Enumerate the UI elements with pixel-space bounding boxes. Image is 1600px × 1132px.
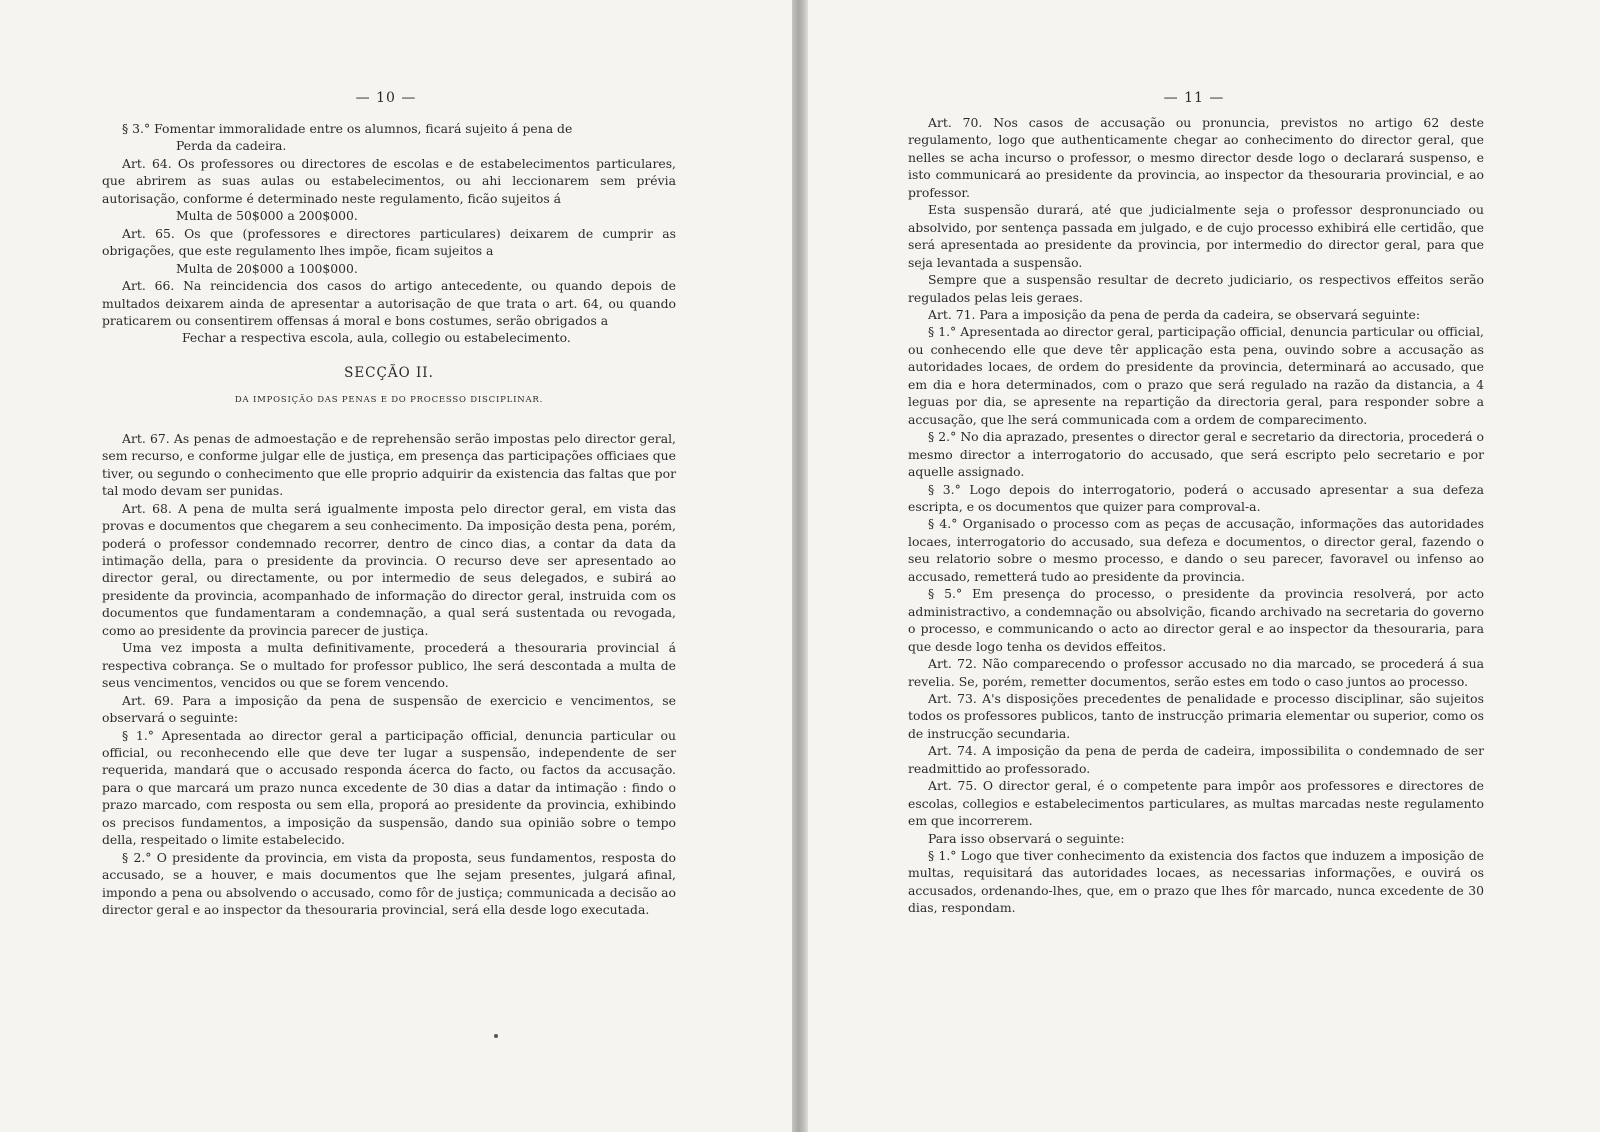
book-gutter [792, 0, 808, 1132]
paragraph: Art. 69. Para a imposição da pena de suspensão de exercicio e vencimentos, se observará o seguinte: [102, 692, 676, 726]
paragraph: § 3.° Logo depois do interrogatorio, poderá o accusado apresentar a sua defeza escripta, e os documentos que quizer para comproval-a. [908, 481, 1484, 514]
paragraph: § 2.° No dia aprazado, presentes o director geral e secretario da directoria, procederá o mesmo director a interrogatorio do accusado, que será escripto pelo secretario e por aquelle assignado. [908, 429, 1484, 480]
paragraph: Art. 75. O director geral, é o competente para impôr aos professores e directores de escolas, collegios e estabelecimentos particulares, as multas marcadas neste regulamento em que incorrerem. [908, 778, 1484, 829]
page-body [908, 114, 1484, 917]
penalty-line: Perda da cadeira. [176, 138, 287, 154]
page-body [102, 120, 676, 918]
paragraph: Art. 64. Os professores ou directores de escolas e de estabelecimentos particulares, que abrirem as suas aulas ou estabelecimentos, ou ahi leccionarem sem prévia autorisação, conforme é determinado neste regulamento, ficão sujeitos á [102, 155, 676, 206]
paragraph: § 1.° Apresentada ao director geral a participação official, denuncia particular ou official, ou reconhecendo elle que deve ter lugar a suspensão, independente de ser requerida, mandará que o accusado responda ácerca do facto, ou factos da accusação. para o que marcará um prazo nunca excedente de 30 dias a datar da intimação : findo o prazo marcado, com resposta ou sem ella, proporá ao presidente da provincia, exhibindo os precisos fundamentos, a imposição da suspensão, dando sua opinião sobre o tempo della, respeitado o limite estabelecido. [102, 727, 676, 848]
paragraph: Esta suspensão durará, até que judicialmente seja o professor despronunciado ou absolvido, por sentença passada em julgado, e de cujo processo exhibirá elle certidão, que será apresentada ao presidente da provincia, por intermedio do director geral, para que seja levantada a suspensão. [908, 202, 1484, 270]
right-page [808, 0, 1600, 1132]
paragraph: § 3.° Fomentar immoralidade entre os alumnos, ficará sujeito á pena de [122, 121, 573, 136]
page-number: — 10 — [355, 90, 417, 106]
paragraph: § 4.° Organisado o processo com as peças de accusação, informações das autoridades locaes, interrogatorio do accusado, sua defeza e documentos, o director geral, fazendo o seu relatorio sobre o mesmo processo, e dando o seu parecer, favoravel ou infenso ao accusado, remetterá tudo ao presidente da provincia. [908, 516, 1484, 584]
paragraph: Art. 74. A imposição da pena de perda de cadeira, impossibilita o condemnado de ser readmittido ao professorado. [908, 743, 1484, 776]
section-subtitle: DA IMPOSIÇÃO DAS PENAS E DO PROCESSO DISCIPLINAR. [234, 395, 544, 406]
paragraph: § 1.° Apresentada ao director geral, participação official, denuncia particular ou official, ou conhecendo elle que deve têr applicação esta pena, ouvindo sobre a accusação as autoridades locaes, de ordem do presidente da provincia, determinará ao accusado, que em dia e hora determinados, com o prazo que será regulado na razão da distancia, a 4 leguas por dia, se apresente na repartição da directoria geral, para responder sobre a accusação, que lhe será communicada com a ordem de comparecimento. [908, 324, 1484, 427]
section-title: SECÇÃO II. [344, 364, 434, 381]
paragraph: § 2.° O presidente da provincia, em vista da proposta, seus fundamentos, resposta do accusado, se a houver, e mais documentos que lhe sejam presentes, julgará afinal, impondo a pena ou absolvendo o accusado, como fôr de justiça; communicada a decisão ao director geral e ao inspector da thesouraria provincial, será ella desde logo executada. [102, 849, 676, 918]
penalty-line: Multa de 50$000 a 200$000. [176, 208, 358, 224]
paragraph: § 5.° Em presença do processo, o presidente da provincia resolverá, por acto administractivo, a condemnação ou absolvição, ficando archivado na secretaria do governo o processo, e communicando o acto ao director geral e ao inspector da thesouraria, para que desde logo tenha os devidos effeitos. [908, 586, 1484, 654]
paragraph: Para isso observará o seguinte: [928, 830, 1125, 846]
paragraph: § 1.° Logo que tiver conhecimento da existencia dos factos que induzem a imposição de multas, requisitará das autoridades locaes, as necessarias informações, e ouvirá os accusados, ordenando-lhes, que, em o prazo que lhes fôr marcado, nunca excedente de 30 dias, respondam. [908, 848, 1484, 916]
paragraph: Uma vez imposta a multa definitivamente, procederá a thesouraria provincial á respectiva cobrança. Se o multado for professor publico, lhe será descontada a multa de seus vencimentos, vencidos ou que se forem vencendo. [102, 640, 676, 691]
paragraph: Art. 73. A's disposições precedentes de penalidade e processo disciplinar, são sujeitos todos os professores publicos, tanto de instrucção primaria elementar ou superior, como os de instrucção secundaria. [908, 690, 1484, 741]
paragraph: Art. 71. Para a imposição da pena de perda da cadeira, se observará seguinte: [928, 306, 1421, 322]
paragraph: Art. 67. As penas de admoestação e de reprehensão serão impostas pelo director geral, sem recurso, e conforme julgar elle de justiça, em presença das participações officiaes que tiver, ou segundo o conhecimento que elle proprio adquirir da existencia das faltas que por tal modo devam ser punidas. [102, 430, 676, 499]
paragraph: Art. 65. Os que (professores e directores particulares) deixarem de cumprir as obrigações, que este regulamento lhes impõe, ficam sujeitos a [102, 225, 676, 259]
paragraph: Art. 68. A pena de multa será igualmente imposta pelo director geral, em vista das provas e documentos que chegarem a seu conhecimento. Da imposição desta pena, porém, poderá o professor condemnado recorrer, dentro de cinco dias, a contar da data da intimação della, para o presidente da provincia. O recurso deve ser apresentado ao director geral, ou directamente, ou por intermedio de seus delegados, e subirá ao presidente da provincia, acompanhado de informação do director geral, instruida com os documentos que fundamentaram a condemnação, a qual será sustentada ou revogada, como ao presidente da provincia parecer de justiça. [102, 500, 676, 638]
penalty-line: Multa de 20$000 a 100$000. [176, 260, 358, 276]
ink-speck [494, 1034, 498, 1038]
left-page [0, 0, 792, 1132]
penalty-line: Fechar a respectiva escola, aula, collegio ou estabelecimento. [182, 330, 571, 346]
paragraph: Art. 70. Nos casos de accusação ou pronuncia, previstos no artigo 62 deste regulamento, logo que authenticamente chegar ao conhecimento do director geral, que nelles se acha incurso o professor, o mesmo director desde logo o declarará suspenso, e isto communicará ao presidente da provincia, ao inspector da thesouraria provincial, e ao professor. [908, 115, 1484, 200]
page-number: — 11 — [1163, 90, 1225, 106]
paragraph: Sempre que a suspensão resultar de decreto judiciario, os respectivos effeitos serão regulados pelas leis geraes. [908, 272, 1484, 305]
paragraph: Art. 72. Não comparecendo o professor accusado no dia marcado, se procederá á sua revelia. Se, porém, remetter documentos, serão estes em todo o caso juntos ao processo. [908, 656, 1484, 689]
paragraph: Art. 66. Na reincidencia dos casos do artigo antecedente, ou quando depois de multados deixarem ainda de apresentar a autorisação de que trata o art. 64, ou quando praticarem ou consentirem offensas á moral e bons costumes, serão obrigados a [102, 278, 676, 328]
